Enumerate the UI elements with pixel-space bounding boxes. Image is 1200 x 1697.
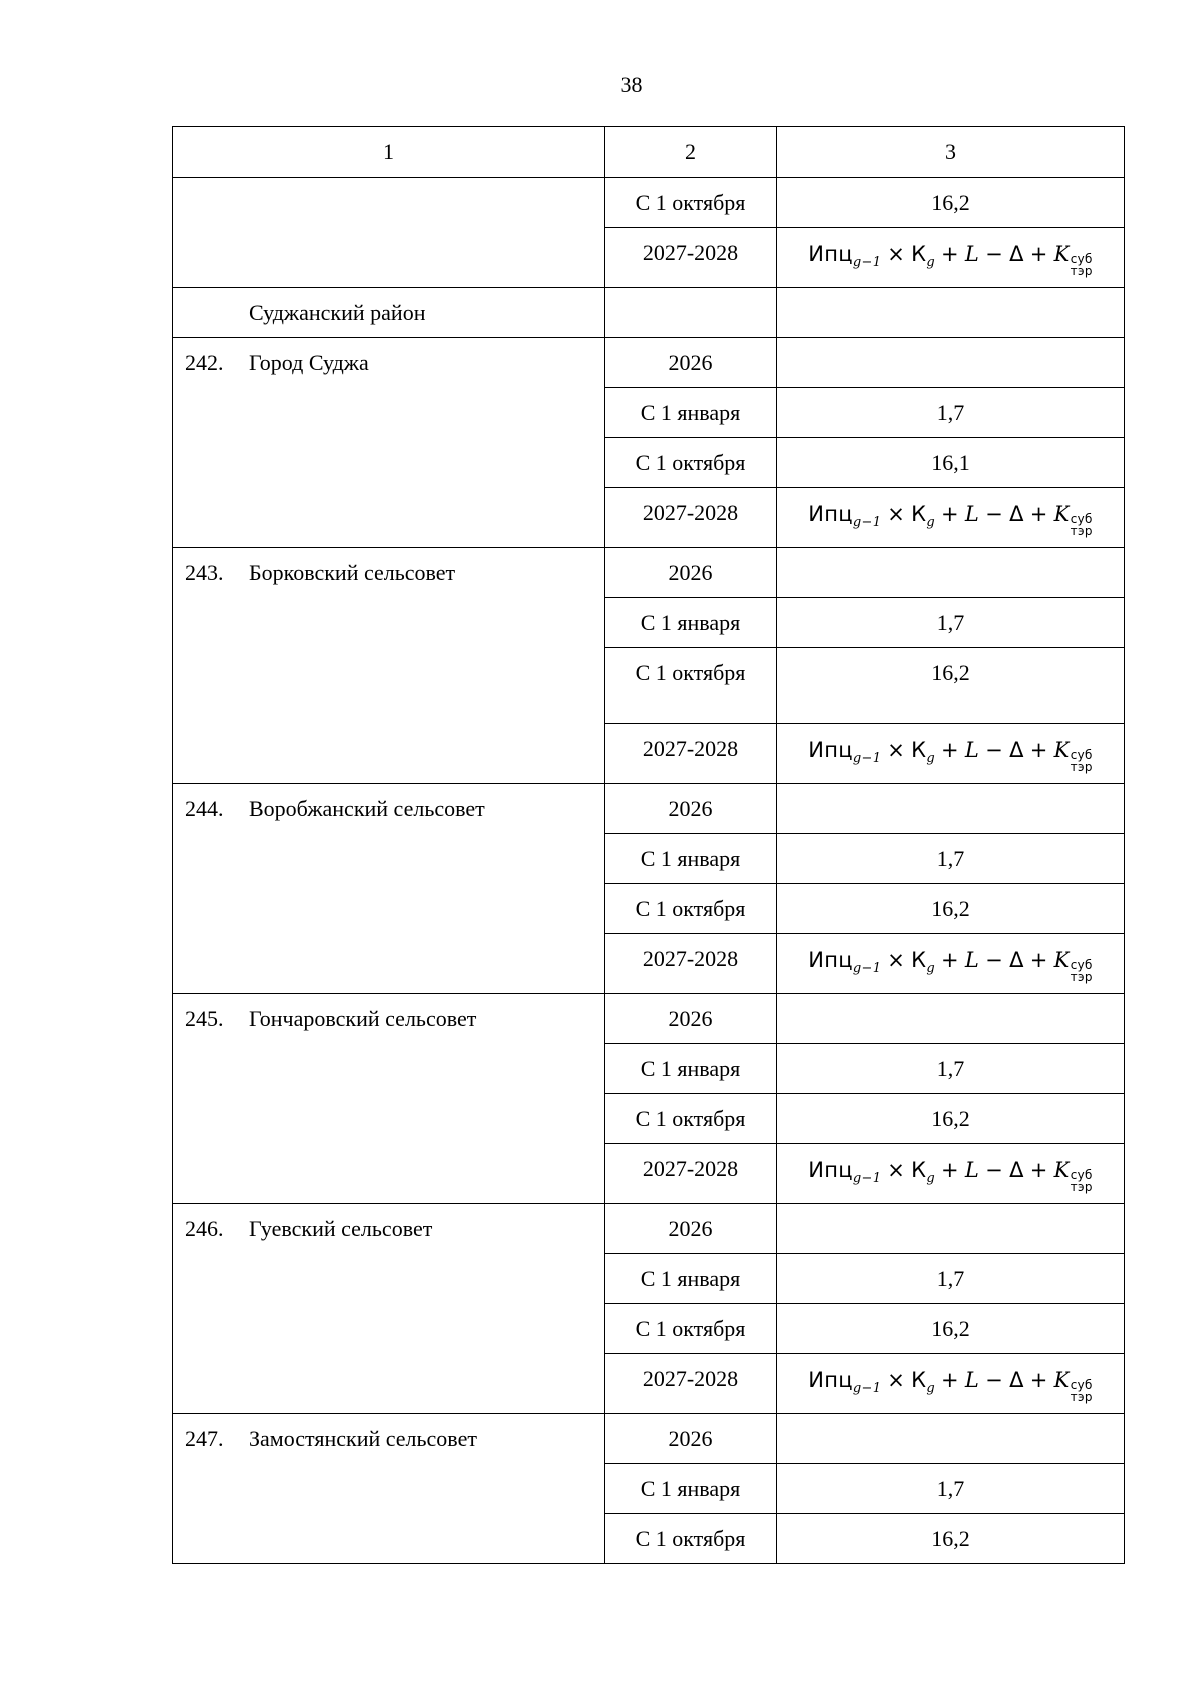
value-cell: 16,2 (777, 1304, 1125, 1354)
period-cell: С 1 января (605, 1254, 777, 1304)
value-cell: 16,2 (777, 884, 1125, 934)
formula-ipc-sub: g−1 (852, 1171, 882, 1186)
value-cell-empty (777, 994, 1125, 1044)
formula-cell (777, 1354, 1125, 1414)
formula-k: К (911, 948, 927, 972)
formula-delta: Δ (1009, 502, 1024, 526)
period-cell: С 1 января (605, 834, 777, 884)
formula-cell (777, 1144, 1125, 1204)
formula-plus: + (941, 1368, 959, 1392)
formula-ipc: Ипц (808, 1368, 853, 1392)
formula-times: × (887, 738, 906, 762)
formula-k2-sub: тэр (1070, 760, 1093, 774)
formula-ipc: Ипц (808, 738, 853, 762)
formula-times: × (887, 948, 906, 972)
formula-ipc: Ипц (808, 1158, 853, 1182)
table-row (173, 994, 1125, 1044)
value-cell-empty (777, 1414, 1125, 1464)
municipality-cell: 242. Город Суджа (173, 338, 605, 548)
formula-k-sub: g (926, 515, 936, 530)
period-cell: 2027-2028 (605, 1354, 777, 1414)
formula-k2-sup: суб (1070, 1168, 1093, 1182)
value-cell: 1,7 (777, 834, 1125, 884)
value-cell: 16,2 (777, 1094, 1125, 1144)
header-col-2: 2 (605, 127, 777, 178)
value-cell: 1,7 (777, 388, 1125, 438)
period-cell-empty (605, 288, 777, 338)
period-cell: С 1 января (605, 1044, 777, 1094)
table-header-row (173, 127, 1125, 178)
municipality-cell: 243. Борковский сельсовет (173, 548, 605, 784)
formula-minus: − (985, 1368, 1004, 1392)
formula-l: L (964, 1158, 980, 1182)
formula-k: К (911, 738, 927, 762)
formula-plus: + (941, 242, 959, 266)
period-cell: С 1 января (605, 388, 777, 438)
period-cell: 2026 (605, 994, 777, 1044)
formula-k2: K (1053, 948, 1070, 972)
formula-k2-sup: суб (1070, 512, 1093, 526)
formula-l: L (964, 502, 980, 526)
municipality-cell: 244. Воробжанский сельсовет (173, 784, 605, 994)
formula-k: К (911, 1368, 927, 1392)
formula-k2: K (1053, 738, 1070, 762)
header-col-1: 1 (173, 127, 605, 178)
formula-delta: Δ (1009, 738, 1024, 762)
formula-minus: − (985, 1158, 1004, 1182)
period-cell: 2026 (605, 784, 777, 834)
formula-cell (777, 488, 1125, 548)
period-cell: 2026 (605, 338, 777, 388)
tariff-formula (777, 488, 1124, 537)
formula-times: × (887, 242, 906, 266)
period-cell: С 1 октября (605, 438, 777, 488)
formula-plus: + (941, 738, 959, 762)
tariff-table (172, 126, 1125, 1564)
formula-minus: − (985, 948, 1004, 972)
formula-k2: K (1053, 242, 1070, 266)
formula-k2-sub: тэр (1070, 970, 1093, 984)
tariff-formula (777, 1354, 1124, 1403)
table-row (173, 1204, 1125, 1254)
formula-k-sub: g (926, 751, 936, 766)
formula-l: L (964, 242, 980, 266)
formula-k2: K (1053, 1368, 1070, 1392)
formula-times: × (887, 1158, 906, 1182)
period-cell: 2026 (605, 1204, 777, 1254)
period-cell: 2027-2028 (605, 724, 777, 784)
formula-times: × (887, 502, 906, 526)
formula-plus: + (1029, 948, 1048, 972)
period-cell: С 1 октября (605, 1094, 777, 1144)
period-cell: 2026 (605, 548, 777, 598)
formula-delta: Δ (1009, 1368, 1024, 1392)
municipality-cell: 245. Гончаровский сельсовет (173, 994, 605, 1204)
formula-k2-sub: тэр (1070, 1390, 1093, 1404)
period-cell: С 1 октября (605, 1514, 777, 1564)
value-cell: 1,7 (777, 1254, 1125, 1304)
formula-k2: K (1053, 1158, 1070, 1182)
formula-cell (777, 934, 1125, 994)
period-cell: С 1 октября (605, 884, 777, 934)
value-cell: 16,1 (777, 438, 1125, 488)
value-cell-empty (777, 548, 1125, 598)
formula-minus: − (985, 242, 1004, 266)
page-number: 38 (620, 72, 643, 97)
value-cell: 16,2 (777, 178, 1125, 228)
formula-k: К (911, 502, 927, 526)
tariff-formula (777, 1144, 1124, 1193)
period-cell: 2026 (605, 1414, 777, 1464)
formula-ipc: Ипц (808, 242, 853, 266)
period-cell: С 1 октября (605, 1304, 777, 1354)
formula-plus: + (1029, 502, 1048, 526)
value-cell-empty (777, 288, 1125, 338)
period-cell: 2027-2028 (605, 1144, 777, 1204)
formula-ipc-sub: g−1 (852, 1381, 882, 1396)
formula-minus: − (985, 738, 1004, 762)
formula-k2-sup: суб (1070, 1378, 1093, 1392)
tariff-formula (777, 934, 1124, 983)
period-cell: С 1 января (605, 598, 777, 648)
formula-ipc-sub: g−1 (852, 961, 882, 976)
formula-k2-sub: тэр (1070, 524, 1093, 538)
header-col-3: 3 (777, 127, 1125, 178)
formula-cell (777, 228, 1125, 288)
formula-k-sub: g (926, 255, 936, 270)
value-cell: 1,7 (777, 1464, 1125, 1514)
tariff-formula (777, 724, 1124, 773)
formula-k: К (911, 242, 927, 266)
formula-k-sub: g (926, 1381, 936, 1396)
period-cell: 2027-2028 (605, 934, 777, 994)
formula-delta: Δ (1009, 948, 1024, 972)
municipality-cell: 246. Гуевский сельсовет (173, 1204, 605, 1414)
period-cell: 2027-2028 (605, 488, 777, 548)
table-row (173, 1414, 1125, 1464)
formula-k-sub: g (926, 1171, 936, 1186)
formula-times: × (887, 1368, 906, 1392)
table-row (173, 548, 1125, 598)
value-cell-empty (777, 338, 1125, 388)
formula-k: К (911, 1158, 927, 1182)
formula-ipc-sub: g−1 (852, 751, 882, 766)
period-cell: С 1 октября (605, 648, 777, 724)
formula-delta: Δ (1009, 1158, 1024, 1182)
name-cell-empty (173, 178, 605, 288)
formula-cell (777, 724, 1125, 784)
formula-plus: + (941, 948, 959, 972)
table-row (173, 178, 1125, 228)
table-row (173, 338, 1125, 388)
period-cell: С 1 января (605, 1464, 777, 1514)
value-cell: 1,7 (777, 1044, 1125, 1094)
value-cell: 1,7 (777, 598, 1125, 648)
formula-k2-sup: суб (1070, 252, 1093, 266)
value-cell: 16,2 (777, 1514, 1125, 1564)
formula-ipc: Ипц (808, 502, 853, 526)
formula-plus: + (1029, 1158, 1048, 1182)
formula-plus: + (1029, 1368, 1048, 1392)
value-cell: 16,2 (777, 648, 1125, 724)
formula-ipc-sub: g−1 (852, 515, 882, 530)
formula-ipc: Ипц (808, 948, 853, 972)
formula-k2-sup: суб (1070, 748, 1093, 762)
formula-k2-sub: тэр (1070, 1180, 1093, 1194)
formula-k-sub: g (926, 961, 936, 976)
table-row (173, 784, 1125, 834)
formula-l: L (964, 1368, 980, 1392)
municipality-cell: 247. Замостянский сельсовет (173, 1414, 605, 1564)
formula-k2-sub: тэр (1070, 264, 1093, 278)
district-name-cell: Суджанский район (173, 288, 605, 338)
value-cell-empty (777, 784, 1125, 834)
formula-delta: Δ (1009, 242, 1024, 266)
formula-plus: + (941, 1158, 959, 1182)
period-cell: 2027-2028 (605, 228, 777, 288)
formula-plus: + (941, 502, 959, 526)
formula-minus: − (985, 502, 1004, 526)
formula-ipc-sub: g−1 (852, 255, 882, 270)
formula-plus: + (1029, 242, 1048, 266)
period-cell: С 1 октября (605, 178, 777, 228)
district-row (173, 288, 1125, 338)
tariff-formula (777, 228, 1124, 277)
formula-l: L (964, 948, 980, 972)
value-cell-empty (777, 1204, 1125, 1254)
formula-k2: K (1053, 502, 1070, 526)
formula-l: L (964, 738, 980, 762)
formula-plus: + (1029, 738, 1048, 762)
formula-k2-sup: суб (1070, 958, 1093, 972)
